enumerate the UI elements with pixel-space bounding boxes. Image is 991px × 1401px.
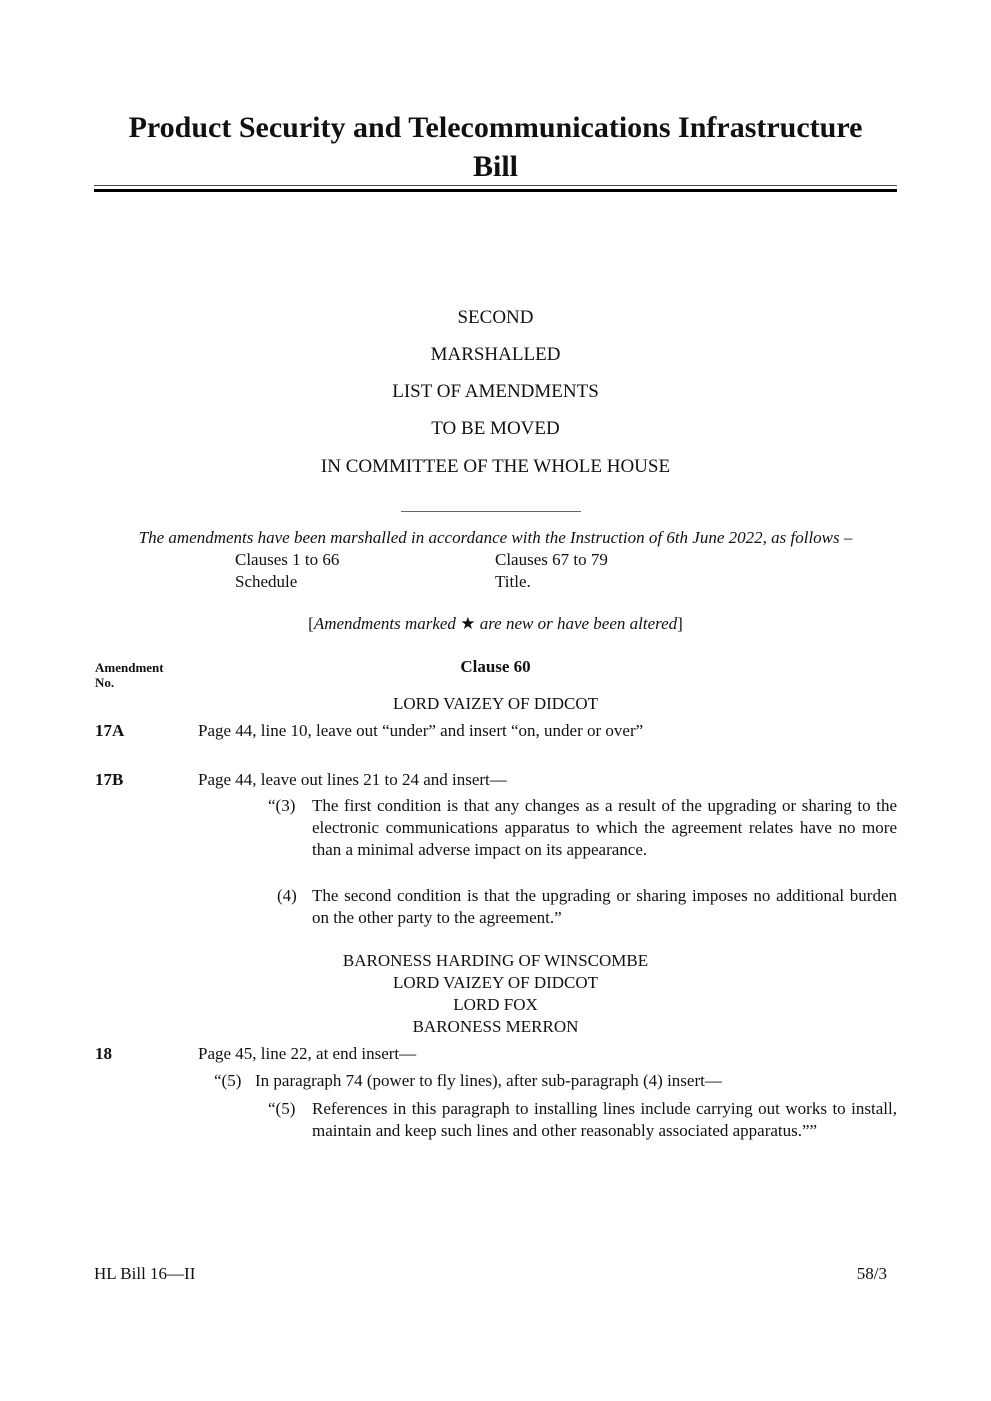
amendment-text: Page 44, leave out lines 21 to 24 and insert— (198, 770, 507, 789)
amendments-note (0, 614, 991, 634)
subsection-text: In paragraph 74 (power to fly lines), after sub-paragraph (4) insert— (255, 1071, 722, 1090)
inserted-subsection (214, 1070, 897, 1092)
order-item: Clauses 67 to 79 (495, 550, 608, 569)
marshalling-intro: The amendments have been marshalled in accordance with the Instruction of 6th June 2022, as follows – (138, 528, 853, 547)
sponsor-name: BARONESS MERRON (412, 1017, 579, 1036)
bill-title-line-1: Product Security and Telecommunications Infrastructure (128, 111, 863, 144)
inserted-subsection (277, 885, 897, 929)
title-rule-thin (94, 185, 897, 186)
heading-line-4: TO BE MOVED (431, 418, 560, 439)
clause-heading: Clause 60 (460, 657, 531, 676)
order-item: Clauses 1 to 66 (235, 550, 340, 569)
order-item: Schedule (235, 572, 298, 591)
sponsor-name: BARONESS HARDING OF WINSCOMBE (342, 951, 649, 970)
amendment-number: 18 (95, 1044, 112, 1063)
subsection-label: “(3) (268, 796, 296, 815)
sponsor-name: LORD VAIZEY OF DIDCOT (392, 694, 599, 713)
footer-page-code: 58/3 (856, 1264, 887, 1283)
bill-title (94, 108, 897, 186)
inserted-sub-paragraph (268, 1098, 897, 1142)
footer-bill-reference: HL Bill 16—II (94, 1264, 196, 1283)
sub-paragraph-text: References in this paragraph to installing lines include carrying out works to install, maintain and keep such lines and other reasonably associated apparatus.”” (312, 1099, 897, 1140)
sponsor-name: LORD FOX (453, 995, 538, 1014)
star-icon: ★ (460, 614, 476, 633)
heading-line-2: MARSHALLED (430, 344, 561, 365)
sponsor-list (0, 950, 991, 1038)
amendment-text: Page 45, line 22, at end insert— (198, 1044, 417, 1063)
sub-paragraph-label: “(5) (268, 1099, 296, 1118)
section-separator (401, 511, 581, 512)
note-bracket-close: ] (677, 614, 683, 633)
note-text-after: are new or have been altered (475, 614, 678, 633)
amendment-label-line-1: Amendment (95, 660, 164, 675)
subsection-label: “(5) (214, 1071, 242, 1090)
note-text-before: Amendments marked (313, 614, 461, 633)
order-item: Title. (495, 572, 531, 591)
note-bracket-open: [ (308, 614, 314, 633)
amendment-number: 17B (95, 770, 124, 789)
order-column-2 (495, 549, 608, 593)
subsection-label: (4) (277, 886, 297, 905)
amendment-label-line-2: No. (95, 675, 115, 690)
subsection-text: The second condition is that the upgrading or sharing imposes no additional burden on the other party to the agreement.” (312, 886, 897, 927)
heading-line-5: IN COMMITTEE OF THE WHOLE HOUSE (320, 456, 671, 477)
sponsor-name: LORD VAIZEY OF DIDCOT (392, 973, 599, 992)
amendment-number: 17A (95, 721, 125, 740)
bill-title-line-2: Bill (472, 150, 518, 183)
amendment-text: Page 44, line 10, leave out “under” and insert “on, under or over” (198, 721, 644, 740)
heading-line-3: LIST OF AMENDMENTS (392, 381, 599, 402)
inserted-subsection (268, 795, 897, 861)
subsection-text: The first condition is that any changes as a result of the upgrading or sharing to the electronic communications apparatus to which the agreement relates have no more than a minimal adverse impact on its appearance. (312, 796, 897, 859)
order-column-1 (235, 549, 339, 593)
heading-line-1: SECOND (457, 307, 534, 328)
title-rule-thick (94, 189, 897, 192)
